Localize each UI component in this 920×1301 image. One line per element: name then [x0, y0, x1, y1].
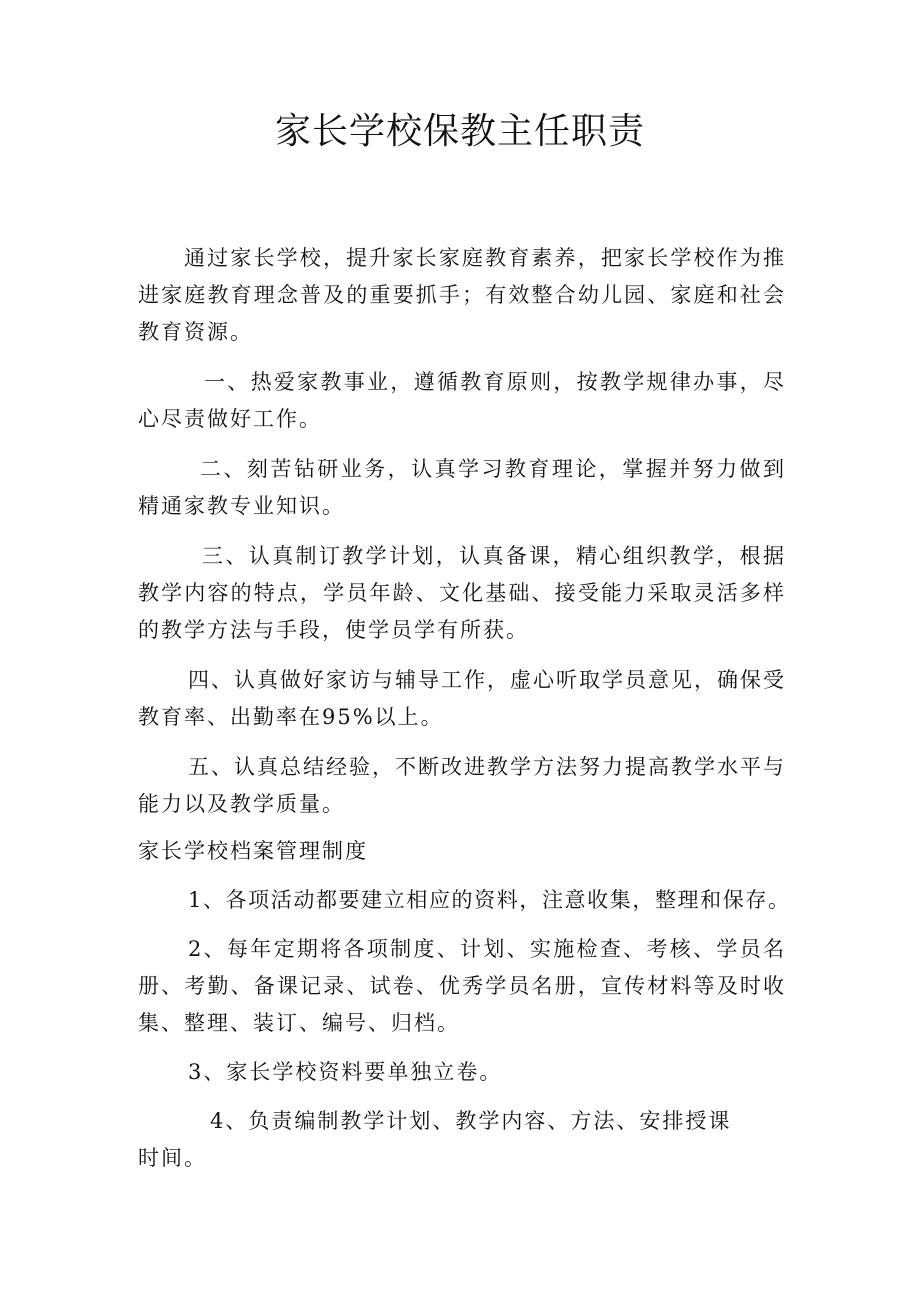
duty-item-4: 四、认真做好家访与辅导工作，虚心听取学员意见，确保受教育率、出勤率在95%以上。 [138, 668, 786, 729]
duty-item-3: 三、认真制订教学计划，认真备课，精心组织教学，根据教学内容的特点，学员年龄、文化基础、接受能力采取灵活多样的教学方法与手段，使学员学有所获。 [138, 544, 786, 642]
duty-item-2: 二、刻苦钻研业务，认真学习教育理论，掌握并努力做到精通家教专业知识。 [138, 457, 786, 518]
archive-rule-4-line-2: 时间。 [138, 1146, 207, 1170]
document-title: 家长学校保教主任职责 [274, 111, 645, 152]
archive-rule-1: 1、各项活动都要建立相应的资料，注意收集，整理和保存。 [188, 888, 791, 912]
document-body [138, 240, 791, 1177]
archive-rule-3: 3、家长学校资料要单独立卷。 [188, 1060, 503, 1084]
duty-item-1: 一、热爱家教事业，遵循教育原则，按教学规律办事，尽心尽责做好工作。 [138, 370, 786, 431]
archive-heading: 家长学校档案管理制度 [138, 839, 368, 863]
archive-rule-2: 2、每年定期将各项制度、计划、实施检查、考核、学员名册、考勤、备课记录、试卷、优秀学员名册，宣传材料等及时收集、整理、装订、编号、归档。 [138, 937, 786, 1035]
intro-paragraph: 通过家长学校，提升家长家庭教育素养，把家长学校作为推进家庭教育理念普及的重要抓手；有效整合幼儿园、家庭和社会教育资源。 [138, 246, 786, 344]
duty-item-5: 五、认真总结经验，不断改进教学方法努力提高教学水平与能力以及教学质量。 [138, 755, 786, 816]
archive-rule-4-line-1: 4、负责编制教学计划、教学内容、方法、安排授课 [210, 1109, 732, 1133]
